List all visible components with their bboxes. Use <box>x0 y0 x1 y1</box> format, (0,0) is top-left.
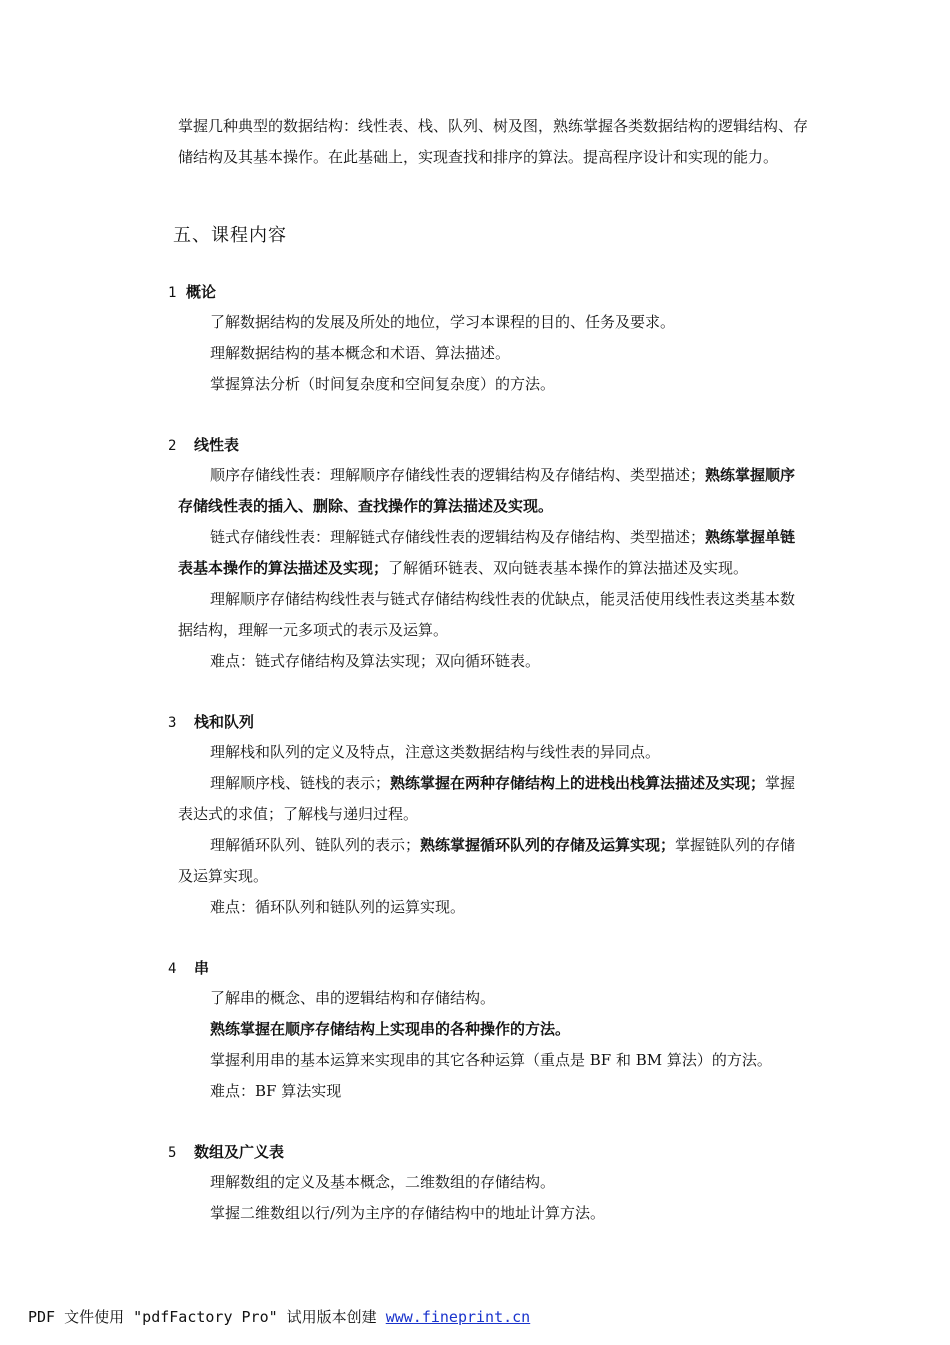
chapter-2 <box>168 430 808 677</box>
pdf-footer <box>28 1306 530 1327</box>
emphasis-text: 熟练掌握循环队列的存储及运算实现； <box>420 836 676 854</box>
chapter-number: 3 <box>168 715 177 731</box>
chapter-name: 概论 <box>186 283 217 301</box>
paragraph: 理解数据结构的基本概念和术语、算法描述。 <box>210 344 511 362</box>
paragraph: 理解顺序存储结构线性表与链式存储结构线性表的优缺点，能灵活使用线性表这类基本数据结构，理解一元多项式的表示及运算。 <box>178 590 796 639</box>
chapter-number: 5 <box>168 1145 177 1161</box>
paragraph: 链式存储线性表：理解链式存储线性表的逻辑结构及存储结构、类型描述；熟练掌握单链表基本操作的算法描述及实现；了解循环链表、双向链表基本操作的算法描述及实现。 <box>178 528 796 577</box>
paragraph: 顺序存储线性表：理解顺序存储线性表的逻辑结构及存储结构、类型描述；熟练掌握顺序存储线性表的插入、删除、查找操作的算法描述及实现。 <box>178 466 796 515</box>
footer-link[interactable]: www.fineprint.cn <box>385 1308 531 1326</box>
paragraph: 掌握二维数组以行/列为主序的存储结构中的地址计算方法。 <box>210 1204 606 1222</box>
paragraph: 难点：BF 算法实现 <box>210 1082 342 1100</box>
chapter-4 <box>168 953 808 1107</box>
chapter-title <box>168 277 808 307</box>
intro-paragraph: 掌握几种典型的数据结构：线性表、栈、队列、树及图，熟练掌握各类数据结构的逻辑结构、存储结构及其基本操作。在此基础上，实现查找和排序的算法。提高程序设计和实现的能力。 <box>178 117 809 166</box>
chapter-name: 串 <box>194 959 210 977</box>
paragraph: 理解顺序栈、链栈的表示；熟练掌握在两种存储结构上的进栈出栈算法描述及实现；掌握表达式的求值；了解栈与递归过程。 <box>178 774 796 823</box>
emphasis-text: 熟练掌握在两种存储结构上的进栈出栈算法描述及实现； <box>390 774 766 792</box>
footer-text: PDF 文件使用 "pdfFactory Pro" 试用版本创建 <box>28 1308 386 1326</box>
chapter-name: 数组及广义表 <box>194 1143 285 1161</box>
chapter-title <box>168 430 808 460</box>
paragraph: 掌握利用串的基本运算来实现串的其它各种运算（重点是 BF 和 BM 算法）的方法。 <box>210 1051 772 1069</box>
chapter-title <box>168 953 808 983</box>
chapter-1 <box>168 277 808 400</box>
chapter-5 <box>168 1137 808 1229</box>
paragraph: 理解循环队列、链队列的表示；熟练掌握循环队列的存储及运算实现；掌握链队列的存储及运算实现。 <box>178 836 796 885</box>
chapter-number: 1 <box>168 285 177 301</box>
chapter-title <box>168 1137 808 1167</box>
chapter-number: 2 <box>168 438 177 454</box>
chapter-name: 栈和队列 <box>194 713 255 731</box>
paragraph: 难点：循环队列和链队列的运算实现。 <box>210 898 466 916</box>
paragraph: 了解数据结构的发展及所处的地位，学习本课程的目的、任务及要求。 <box>210 313 676 331</box>
chapter-number: 4 <box>168 961 177 977</box>
emphasis-text: 熟练掌握单链表基本操作的算法描述及实现； <box>178 528 796 577</box>
paragraph <box>168 1014 808 1045</box>
emphasis-text: 熟练掌握在顺序存储结构上实现串的各种操作的方法。 <box>210 1020 571 1038</box>
paragraph: 理解数组的定义及基本概念，二维数组的存储结构。 <box>210 1173 556 1191</box>
section-title: 五、课程内容 <box>173 225 287 246</box>
chapter-title <box>168 707 808 737</box>
chapter-3 <box>168 707 808 923</box>
paragraph: 掌握算法分析（时间复杂度和空间复杂度）的方法。 <box>210 375 556 393</box>
paragraph: 了解串的概念、串的逻辑结构和存储结构。 <box>210 989 496 1007</box>
paragraph: 难点：链式存储结构及算法实现；双向循环链表。 <box>210 652 541 670</box>
paragraph: 理解栈和队列的定义及特点，注意这类数据结构与线性表的异同点。 <box>210 743 661 761</box>
emphasis-text: 熟练掌握顺序存储线性表的插入、删除、查找操作的算法描述及实现。 <box>178 466 796 515</box>
chapter-name: 线性表 <box>194 436 240 454</box>
